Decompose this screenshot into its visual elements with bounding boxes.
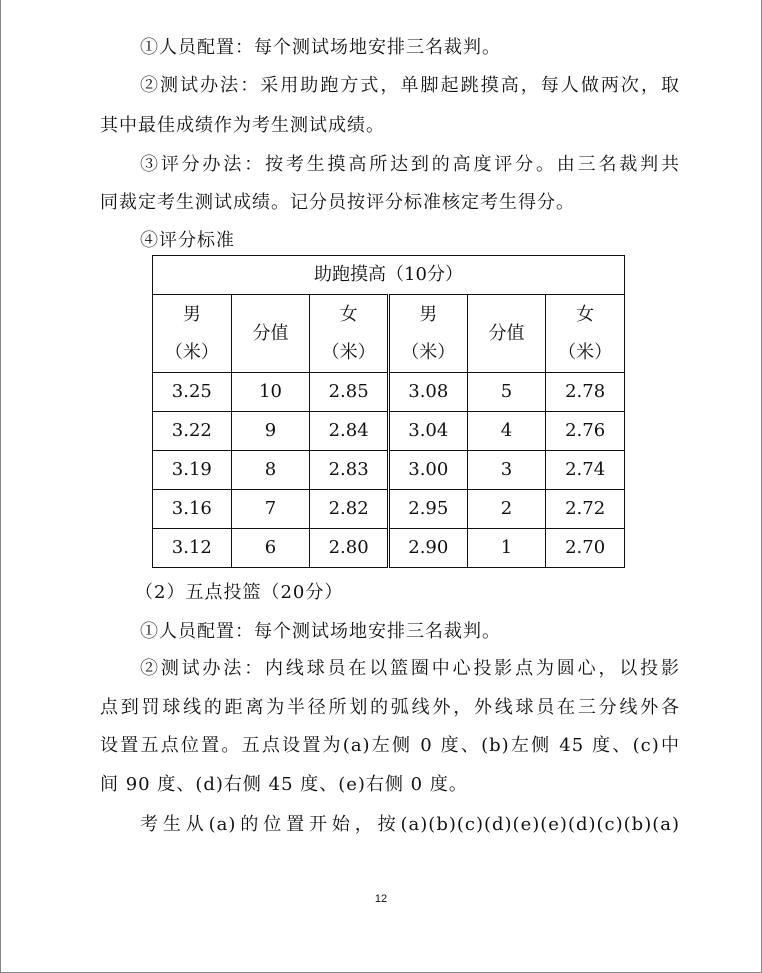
paragraph-method2-line3: 设置五点位置。五点设置为(a)左侧 0 度、(b)左侧 45 度、(c)中 xyxy=(100,735,680,756)
table-cell: 2.74 xyxy=(546,451,625,490)
paragraph-sequence: 考生从(a)的位置开始，按(a)(b)(c)(d)(e)(e)(d)(c)(b)(a) xyxy=(140,814,680,835)
table-row xyxy=(153,373,625,412)
header-female-1: 女 （米） xyxy=(310,295,389,373)
table-cell: 2.70 xyxy=(546,529,625,568)
table-cell: 3.19 xyxy=(153,451,232,490)
table-cell: 3.08 xyxy=(388,373,467,412)
table-cell: 2.90 xyxy=(388,529,467,568)
header-male-2: 男 （米） xyxy=(388,295,467,373)
paragraph-method2-line1: ②测试办法：内线球员在以篮圈中心投影点为圆心，以投影 xyxy=(140,658,680,679)
table-cell: 2.72 xyxy=(546,490,625,529)
header-score-1: 分值 xyxy=(231,295,310,373)
table-row xyxy=(153,412,625,451)
table-cell: 2.84 xyxy=(310,412,389,451)
table-cell: 3.16 xyxy=(153,490,232,529)
header-female-2: 女 （米） xyxy=(546,295,625,373)
table-cell: 2.80 xyxy=(310,529,389,568)
paragraph-method2-line4: 间 90 度、(d)右侧 45 度、(e)右侧 0 度。 xyxy=(100,774,468,795)
table-cell: 9 xyxy=(231,412,310,451)
paragraph-scoring-line2: 同裁定考生测试成绩。记分员按评分标准核定考生得分。 xyxy=(100,192,575,213)
table-cell: 8 xyxy=(231,451,310,490)
paragraph-method2-line2: 点到罚球线的距离为半径所划的弧线外，外线球员在三分线外各 xyxy=(100,697,680,718)
table-cell: 1 xyxy=(467,529,546,568)
header-score-2: 分值 xyxy=(467,295,546,373)
table-row xyxy=(153,529,625,568)
paragraph-scoring-line1: ③评分办法：按考生摸高所达到的高度评分。由三名裁判共 xyxy=(140,154,680,175)
header-male-1: 男 （米） xyxy=(153,295,232,373)
table-row xyxy=(153,451,625,490)
table-cell: 10 xyxy=(231,373,310,412)
table-cell: 5 xyxy=(467,373,546,412)
table-cell: 3.04 xyxy=(388,412,467,451)
table-header-row xyxy=(153,295,625,373)
paragraph-staffing-2: ①人员配置：每个测试场地安排三名裁判。 xyxy=(140,621,501,642)
table-cell: 2.82 xyxy=(310,490,389,529)
table-cell: 3.12 xyxy=(153,529,232,568)
paragraph-standard-heading: ④评分标准 xyxy=(140,230,235,251)
table-cell: 3 xyxy=(467,451,546,490)
table-cell: 4 xyxy=(467,412,546,451)
table-row xyxy=(153,490,625,529)
table-caption-row xyxy=(153,256,625,295)
table-cell: 2.95 xyxy=(388,490,467,529)
table-cell: 2.83 xyxy=(310,451,389,490)
table-cell: 6 xyxy=(231,529,310,568)
table-cell: 2.78 xyxy=(546,373,625,412)
table-cell: 7 xyxy=(231,490,310,529)
table-caption: 助跑摸高（10分） xyxy=(153,256,625,295)
table-cell: 2 xyxy=(467,490,546,529)
scoring-standard-table xyxy=(152,255,625,568)
section-heading-five-point-shooting: （2）五点投篮（20分） xyxy=(135,582,344,603)
table-cell: 3.00 xyxy=(388,451,467,490)
page-number: 12 xyxy=(374,893,388,905)
paragraph-method-line2: 其中最佳成绩作为考生测试成绩。 xyxy=(100,115,385,136)
table-cell: 3.25 xyxy=(153,373,232,412)
table-cell: 2.85 xyxy=(310,373,389,412)
table-cell: 3.22 xyxy=(153,412,232,451)
page-border-left xyxy=(0,0,1,973)
paragraph-method-line1: ②测试办法：采用助跑方式，单脚起跳摸高，每人做两次，取 xyxy=(140,75,680,96)
paragraph-staffing: ①人员配置：每个测试场地安排三名裁判。 xyxy=(140,37,501,58)
table-cell: 2.76 xyxy=(546,412,625,451)
